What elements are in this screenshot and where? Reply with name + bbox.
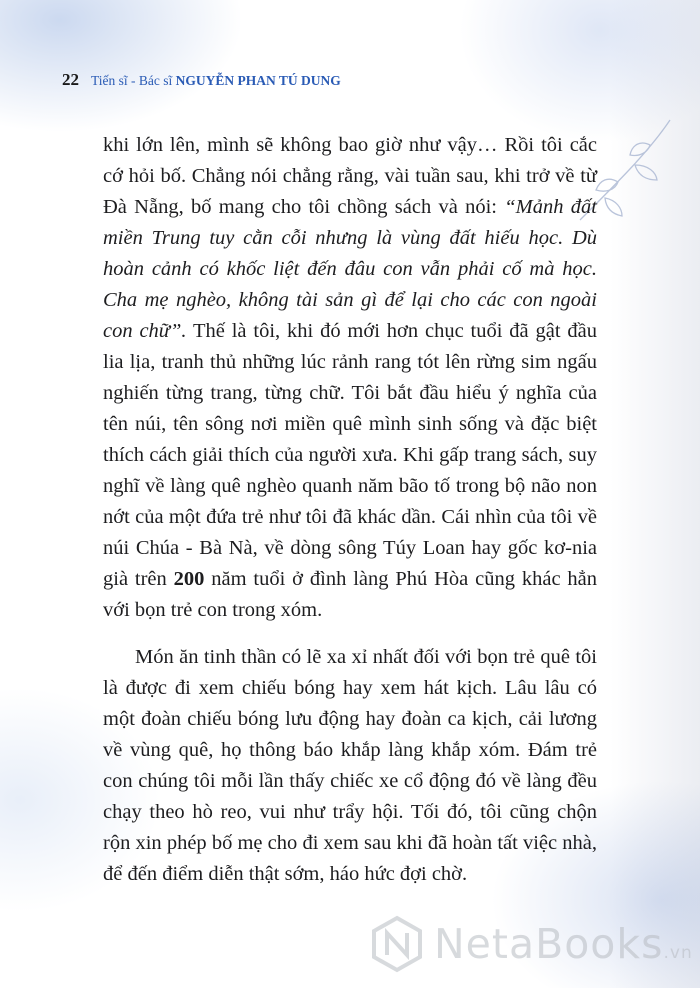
running-header — [62, 70, 341, 90]
paragraph-2: Món ăn tinh thần có lẽ xa xỉ nhất đối với bọn trẻ quê tôi là được đi xem chiếu bóng hay xem hát kịch. Lâu lâu có một đoàn chiếu bóng lưu động hay đoàn ca kịch, cải lương về vùng quê, họ thông báo khắp làng khắp xóm. Đám trẻ con chúng tôi mỗi lần thấy chiếc xe cổ động đó về làng đều chạy theo hò reo, vui như trẩy hội. Tối đó, tôi cũng chộn rộn xin phép bố mẹ cho đi xem sau khi đã hoàn tất việc nhà, để đến điểm diễn thật sớm, háo hức đợi chờ. — [103, 646, 597, 885]
netabooks-logo-icon — [370, 915, 424, 973]
running-title-prefix: Tiến sĩ - Bác sĩ — [91, 73, 173, 88]
watermark-brand: NetaBooks — [434, 920, 664, 968]
running-title — [91, 73, 341, 89]
netabooks-watermark — [370, 915, 693, 973]
watermark-text — [434, 920, 693, 968]
watermark-suffix: .vn — [663, 943, 693, 963]
author-name: NGUYỄN PHAN TÚ DUNG — [175, 73, 341, 88]
age-number: 200 — [173, 568, 205, 590]
paragraph-1-part-3: năm tuổi ở đình làng Phú Hòa cũng khác hẳn với bọn trẻ con trong xóm. — [103, 568, 598, 621]
paragraph-1 — [103, 130, 597, 626]
father-quote: “Mảnh đất miền Trung tuy cằn cỗi nhưng là vùng đất hiếu học. Dù hoàn cảnh có khốc liệt đến đâu con vẫn phải cố mà học. Cha mẹ nghèo, không tài sản gì để lại cho các con ngoài con chữ”. — [103, 196, 597, 342]
paragraph-1-part-2: Thế là tôi, khi đó mới hơn chục tuổi đã gật đầu lia lịa, tranh thủ những lúc rảnh rang tót lên rừng sim ngấu nghiến từng trang, từng chữ. Tôi bắt đầu hiểu ý nghĩa của tên núi, tên sông nơi miền quê mình sinh sống và đặc biệt thích cách giải thích của người xưa. Khi gấp trang sách, suy nghĩ về làng quê nghèo quanh năm bão tố trong bộ não non nớt của một đứa trẻ như tôi đã khác dần. Cái nhìn của tôi về núi Chúa - Bà Nà, về dòng sông Túy Loan hay gốc kơ-nia già trên — [103, 320, 597, 590]
page-number: 22 — [62, 70, 79, 89]
body-text — [103, 130, 597, 890]
paragraph-1-part-1: khi lớn lên, mình sẽ không bao giờ như vậy… Rồi tôi cắc cớ hỏi bố. Chẳng nói chẳng rằng, vài tuần sau, khi trở về từ Đà Nẵng, bố mang cho tôi chồng sách và nói: — [103, 134, 597, 218]
